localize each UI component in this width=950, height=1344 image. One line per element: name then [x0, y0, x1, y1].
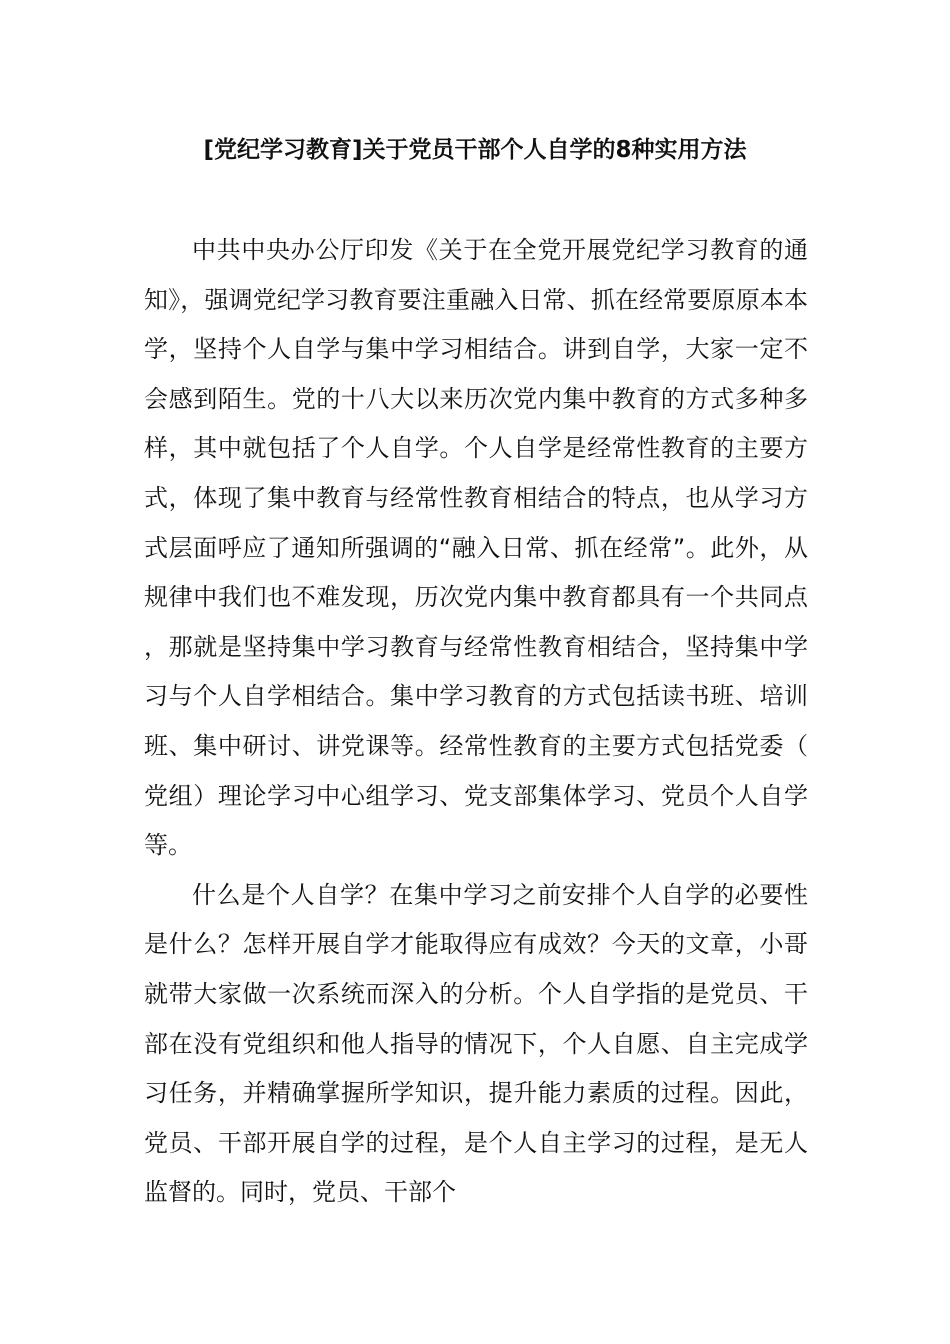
paragraph-2: 什么是个人自学？在集中学习之前安排个人自学的必要性是什么？怎样开展自学才能取得应有成效？今天的文章，小哥就带大家做一次系统而深入的分析。个人自学指的是党员、干部在没有党组织和他人指导的情况下，个人自愿、自主完成学习任务，并精确掌握所学知识，提升能力素质的过程。因此，党员、干部开展自学的过程，是个人自主学习的过程，是无人监督的。同时，党员、干部个: [144, 880, 808, 1207]
paragraph-1: 中共中央办公厅印发《关于在全党开展党纪学习教育的通知》，强调党纪学习教育要注重融入日常、抓在经常要原原本本学，坚持个人自学与集中学习相结合。讲到自学，大家一定不会感到陌生。党的十八大以来历次党内集中教育的方式多种多样，其中就包括了个人自学。个人自学是经常性教育的主要方式，体现了集中教育与经常性教育相结合的特点，也从学习方式层面呼应了通知所强调的“融入日常、抓在经常”。此外，从规律中我们也不难发现，历次党内集中教育都具有一个共同点，那就是坚持集中学习教育与经常性教育相结合，坚持集中学习与个人自学相结合。集中学习教育的方式包括读书班、培训班、集中研讨、讲党课等。经常性教育的主要方式包括党委（党组）理论学习中心组学习、党支部集体学习、党员个人自学等。: [144, 236, 808, 860]
document-body: [144, 226, 808, 1218]
document-title: [党纪学习教育]关于党员干部个人自学的8种实用方法: [203, 137, 747, 163]
